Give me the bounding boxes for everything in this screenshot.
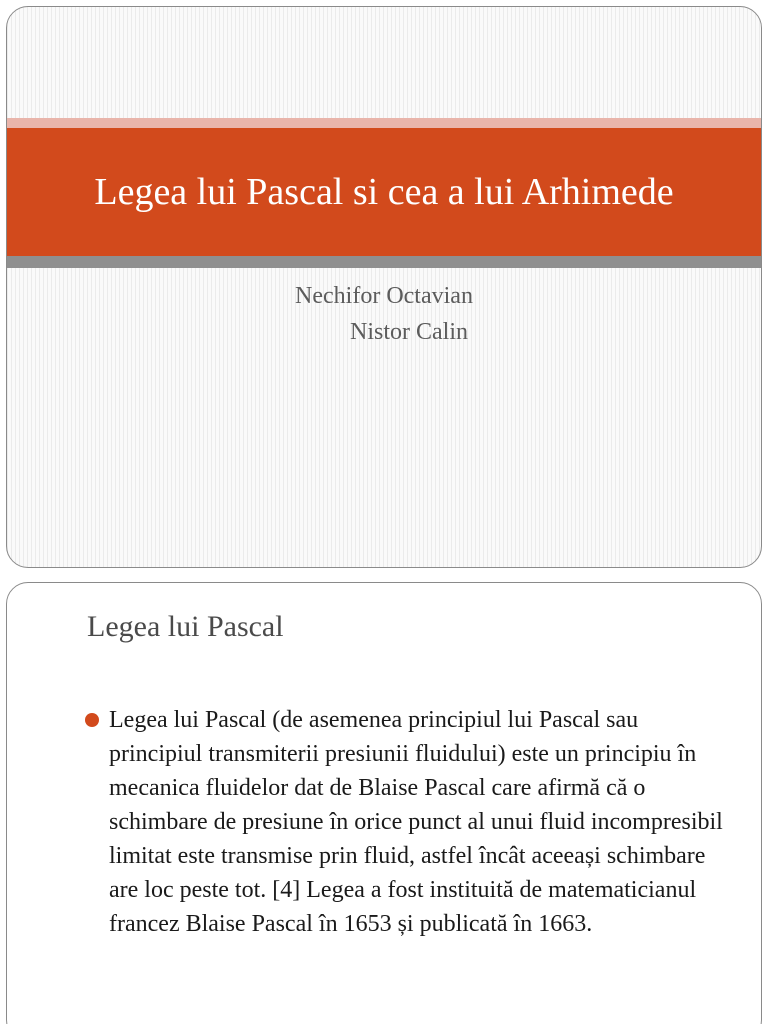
content-slide <box>6 582 762 1024</box>
slide-heading: Legea lui Pascal <box>87 610 284 643</box>
gray-accent-strip <box>7 256 761 268</box>
slide-title: Legea lui Pascal si cea a lui Arhimede <box>94 171 674 213</box>
bullet-text: Legea lui Pascal (de asemenea principiul lui Pascal sau principiul transmiterii presiunii fluidului) este un principiu în mecanica fluidelor dat de Blaise Pascal care afirmă că o schimbare de presiune în orice punct al unui fluid incompresibil limitat este transmise prin fluid, astfel încât aceeași schimbare are loc peste tot. [4] Legea a fost instituită de matematicianul francez Blaise Pascal în 1653 și publicată în 1663. <box>109 707 723 937</box>
pink-accent-strip <box>7 118 761 128</box>
title-band <box>7 128 761 256</box>
bullet-circle-icon <box>85 713 99 727</box>
author-name-1: Nechifor Octavian <box>295 283 473 309</box>
authors <box>7 278 761 350</box>
author-name-2: Nistor Calin <box>350 319 468 345</box>
bullet-item <box>87 703 727 941</box>
title-slide <box>6 6 762 568</box>
